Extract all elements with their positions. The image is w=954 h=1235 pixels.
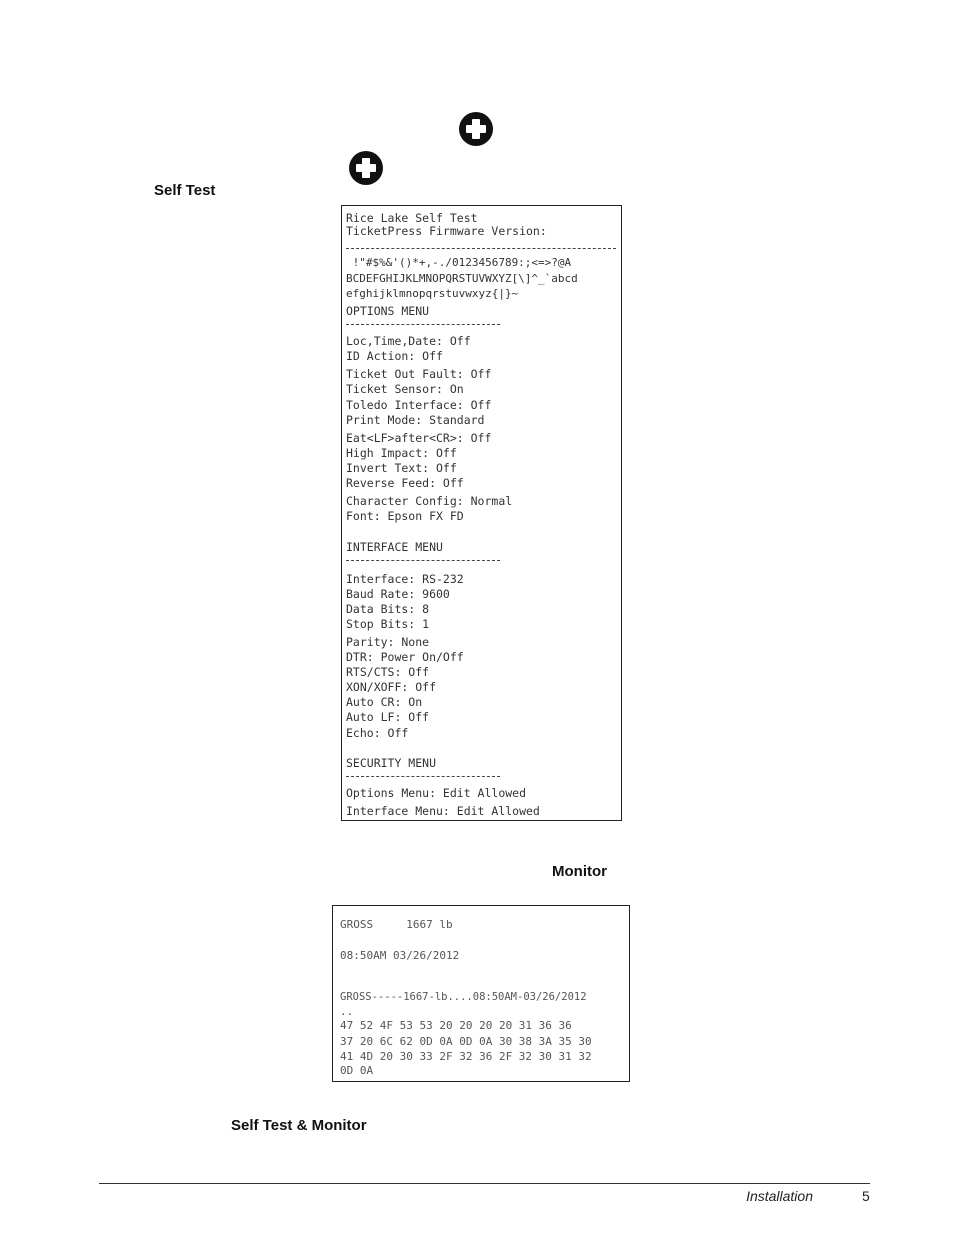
- option-line: Ticket Sensor: On: [346, 382, 464, 396]
- footer-section-name: Installation: [746, 1188, 813, 1204]
- option-line: Ticket Out Fault: Off: [346, 367, 492, 381]
- monitor-heading: Monitor: [552, 863, 607, 880]
- interface-line: Echo: Off: [346, 726, 409, 740]
- charset-line: BCDEFGHIJKLMNOPQRSTUVWXYZ[\]^_`abcd: [346, 272, 578, 285]
- printout-divider: [346, 560, 500, 561]
- interface-line: Data Bits: 8: [346, 602, 430, 616]
- self-test-printout: [341, 205, 622, 821]
- printout-header-line: Rice Lake Self Test: [346, 211, 478, 225]
- interface-line: Interface: RS-232: [346, 572, 464, 586]
- monitor-line: GROSS-----1667-lb....08:50AM-03/26/2012: [340, 991, 587, 1003]
- security-line: Interface Menu: Edit Allowed: [346, 804, 540, 818]
- option-line: Eat<LF>after<CR>: Off: [346, 431, 492, 445]
- interface-line: XON/XOFF: Off: [346, 680, 437, 694]
- option-line: Invert Text: Off: [346, 461, 457, 475]
- interface-line: Baud Rate: 9600: [346, 587, 450, 601]
- charset-line: !"#$%&'()*+,-./0123456789:;<=>?@A: [346, 256, 572, 269]
- option-line: ID Action: Off: [346, 349, 443, 363]
- monitor-hex-line: 0D 0A: [340, 1064, 374, 1077]
- plus-circle-icon: [459, 112, 493, 146]
- monitor-printout: [332, 905, 630, 1082]
- option-line: Reverse Feed: Off: [346, 476, 464, 490]
- security-line: Options Menu: Edit Allowed: [346, 786, 527, 800]
- printout-divider: [346, 776, 500, 777]
- printout-header-line: TicketPress Firmware Version:: [346, 224, 547, 238]
- option-line: Character Config: Normal: [346, 494, 513, 508]
- interface-line: Auto CR: On: [346, 695, 423, 709]
- interface-line: RTS/CTS: Off: [346, 665, 430, 679]
- option-line: High Impact: Off: [346, 446, 457, 460]
- monitor-hex-line: 37 20 6C 62 0D 0A 0D 0A 30 38 3A 35 30: [340, 1035, 592, 1048]
- monitor-line: GROSS 1667 lb: [340, 918, 453, 931]
- option-line: Toledo Interface: Off: [346, 398, 492, 412]
- interface-line: Stop Bits: 1: [346, 617, 430, 631]
- monitor-hex-line: 47 52 4F 53 53 20 20 20 20 31 36 36: [340, 1019, 572, 1032]
- interface-line: Parity: None: [346, 635, 430, 649]
- plus-circle-icon: [349, 151, 383, 185]
- interface-line: Auto LF: Off: [346, 710, 430, 724]
- page-number: 5: [862, 1188, 870, 1204]
- options-menu-title: OPTIONS MENU: [346, 304, 430, 318]
- monitor-hex-line: 41 4D 20 30 33 2F 32 36 2F 32 30 31 32: [340, 1050, 592, 1063]
- footer-rule: [99, 1183, 870, 1184]
- option-line: Loc,Time,Date: Off: [346, 334, 471, 348]
- interface-menu-title: INTERFACE MENU: [346, 540, 443, 554]
- security-menu-title: SECURITY MENU: [346, 756, 437, 770]
- self-test-monitor-heading: Self Test & Monitor: [231, 1117, 367, 1134]
- monitor-line: 08:50AM 03/26/2012: [340, 949, 460, 962]
- interface-line: DTR: Power On/Off: [346, 650, 464, 664]
- option-line: Print Mode: Standard: [346, 413, 485, 427]
- printout-divider: [346, 248, 616, 249]
- charset-line: efghijklmnopqrstuvwxyz{|}~: [346, 287, 519, 300]
- self-test-heading: Self Test: [154, 182, 216, 199]
- printout-divider: [346, 324, 500, 325]
- monitor-line: ..: [340, 1005, 354, 1018]
- option-line: Font: Epson FX FD: [346, 509, 464, 523]
